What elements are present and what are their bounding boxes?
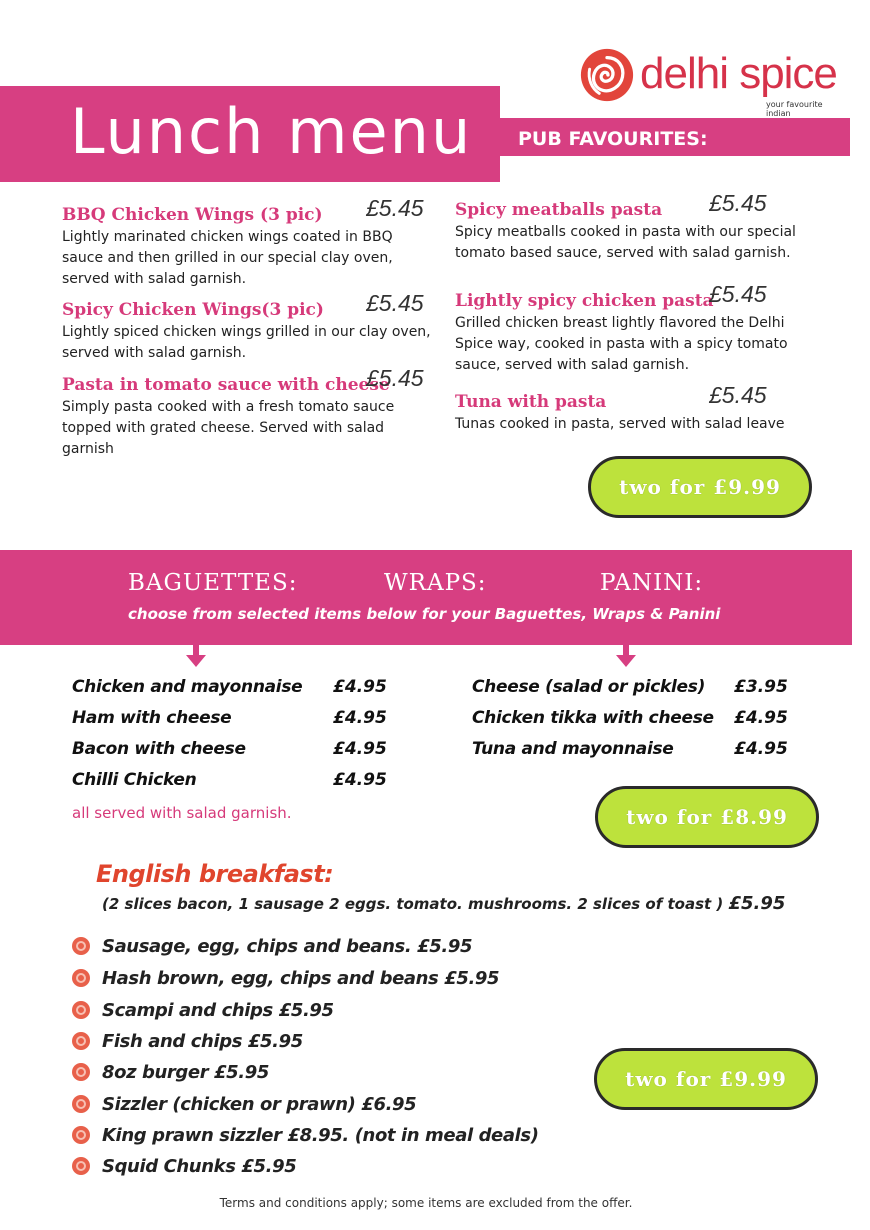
item-price: £5.45 [366, 290, 424, 316]
rose-bullet-icon [72, 1095, 90, 1113]
item-name: Pasta in tomato sauce with cheese [62, 375, 390, 395]
baguette-item-price: £4.95 [333, 677, 387, 697]
category-panini: PANINI: [600, 570, 704, 596]
menu-item [62, 365, 442, 460]
list-item [72, 1090, 416, 1118]
item-description: Lightly marinated chicken wings coated in BBQ sauce and then grilled in our special clay oven, served with salad garnish. [62, 229, 393, 287]
baguette-item-price: £4.95 [734, 708, 788, 728]
brand-name: delhi spice [640, 49, 837, 98]
breakfast-item-text: Hash brown, egg, chips and beans £5.95 [102, 967, 500, 989]
brand-logo [578, 42, 840, 118]
baguette-item-price: £3.95 [734, 677, 788, 697]
list-item [72, 1152, 296, 1180]
list-item [72, 1027, 303, 1055]
arrow-down-icon [616, 655, 636, 667]
menu-item [455, 281, 825, 376]
baguettes-subtitle: choose from selected items below for your Baguettes, Wraps & Panini [128, 605, 721, 623]
menu-item [455, 382, 825, 435]
breakfast-price: £5.95 [728, 893, 786, 914]
breakfast-item-text: 8oz burger £5.95 [102, 1061, 269, 1083]
list-item [72, 1058, 269, 1086]
item-name: Tuna with pasta [455, 392, 607, 412]
list-item [72, 932, 472, 960]
arrow-down-icon [193, 645, 199, 655]
item-price: £5.45 [366, 365, 424, 391]
item-name: Spicy meatballs pasta [455, 200, 663, 220]
list-item [72, 964, 499, 992]
baguette-item-name: Chicken and mayonnaise [72, 677, 303, 697]
item-description: Lightly spiced chicken wings grilled in our clay oven, served with salad garnish. [62, 324, 431, 361]
breakfast-item-text: Sizzler (chicken or prawn) £6.95 [102, 1093, 417, 1115]
item-name: Lightly spicy chicken pasta [455, 291, 714, 311]
offer-badge-pub [588, 456, 812, 518]
arrow-down-icon [186, 655, 206, 667]
baguette-item-name: Chicken tikka with cheese [472, 708, 714, 728]
item-price: £5.45 [709, 382, 767, 408]
list-item [72, 996, 334, 1024]
rose-bullet-icon [72, 1126, 90, 1144]
offer-badge-baguettes [595, 786, 819, 848]
offer-text: two for £9.99 [619, 475, 781, 499]
breakfast-item-text: Scampi and chips £5.95 [102, 999, 334, 1021]
category-baguettes: BAGUETTES: [128, 570, 298, 596]
baguette-item-price: £4.95 [333, 770, 387, 790]
rose-icon [578, 46, 636, 104]
offer-badge-breakfast [594, 1048, 818, 1110]
item-price: £5.45 [709, 281, 767, 307]
item-name: Spicy Chicken Wings(3 pic) [62, 300, 324, 320]
rose-bullet-icon [72, 1157, 90, 1175]
breakfast-description [102, 893, 785, 915]
rose-bullet-icon [72, 969, 90, 987]
rose-bullet-icon [72, 1032, 90, 1050]
menu-item [62, 290, 432, 364]
menu-item [62, 195, 432, 290]
offer-text: two for £9.99 [625, 1067, 787, 1091]
baguette-item-name: Cheese (salad or pickles) [472, 677, 706, 697]
baguette-item-name: Chilli Chicken [72, 770, 197, 790]
rose-bullet-icon [72, 1063, 90, 1081]
baguette-item-name: Ham with cheese [72, 708, 232, 728]
baguette-item-price: £4.95 [734, 739, 788, 759]
garnish-note: all served with salad garnish. [72, 804, 292, 822]
page-title: Lunch menu [70, 95, 473, 168]
terms-note: Terms and conditions apply; some items are excluded from the offer. [219, 1196, 633, 1210]
arrow-down-icon [623, 645, 629, 655]
brand-tagline: your favourite indian [766, 100, 823, 118]
category-wraps: WRAPS: [384, 570, 487, 596]
item-description: Tunas cooked in pasta, served with salad leave [455, 416, 785, 432]
baguette-item-price: £4.95 [333, 739, 387, 759]
item-description: Simply pasta cooked with a fresh tomato sauce topped with grated cheese. Served with salad garnish [62, 399, 395, 457]
offer-text: two for £8.99 [626, 805, 788, 829]
baguette-item-name: Tuna and mayonnaise [472, 739, 674, 759]
baguette-item-name: Bacon with cheese [72, 739, 246, 759]
menu-item [455, 190, 825, 264]
item-name: BBQ Chicken Wings (3 pic) [62, 205, 323, 225]
section-title-pub-favourites: PUB FAVOURITES: [518, 128, 708, 150]
rose-bullet-icon [72, 937, 90, 955]
baguette-item-price: £4.95 [333, 708, 387, 728]
breakfast-item-text: King prawn sizzler £8.95. (not in meal deals) [102, 1124, 539, 1146]
breakfast-item-text: Sausage, egg, chips and beans. £5.95 [102, 935, 473, 957]
item-price: £5.45 [709, 190, 767, 216]
item-description: Grilled chicken breast lightly flavored the Delhi Spice way, cooked in pasta with a spicy tomato sauce, served with salad garnish. [455, 315, 788, 373]
item-description: Spicy meatballs cooked in pasta with our special tomato based sauce, served with salad garnish. [455, 224, 796, 261]
breakfast-contents: (2 slices bacon, 1 sausage 2 eggs. tomato. mushrooms. 2 slices of toast ) [102, 895, 724, 913]
rose-bullet-icon [72, 1001, 90, 1019]
item-price: £5.45 [366, 195, 424, 221]
breakfast-title: English breakfast: [96, 860, 334, 888]
list-item [72, 1121, 539, 1149]
breakfast-item-text: Fish and chips £5.95 [102, 1030, 303, 1052]
breakfast-item-text: Squid Chunks £5.95 [102, 1155, 297, 1177]
